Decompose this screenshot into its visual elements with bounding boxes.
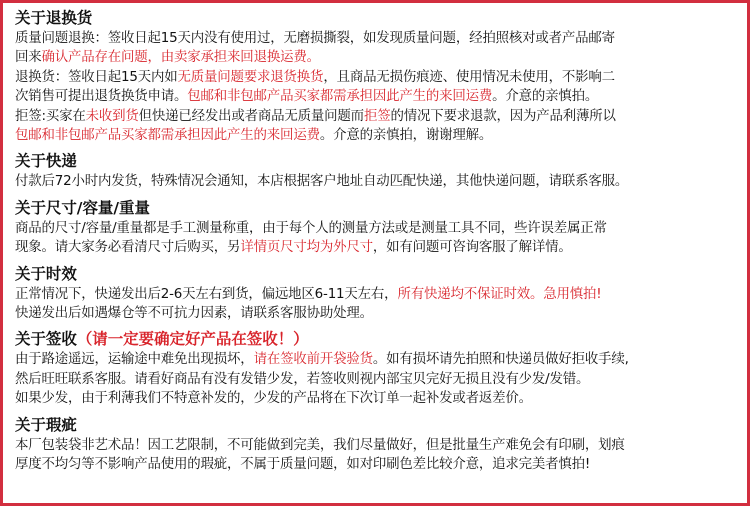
- section-title-sign: 关于签收（请一定要确定好产品在签收！）: [15, 330, 309, 349]
- highlight-text: 详情页尺寸均为外尺寸: [240, 240, 373, 256]
- highlight-text: 未收到货: [85, 108, 139, 124]
- sign-line-2: 然后旺旺联系客服。请看好商品有没有发错少发，若签收则视内部宝贝完好无损且没有少发/发错。: [15, 371, 590, 387]
- section-time: [15, 264, 739, 324]
- section-flaw: [15, 415, 739, 475]
- highlight-text: 无质量问题要求退货换货: [177, 69, 324, 85]
- section-title-express: 关于快递: [15, 152, 77, 171]
- section-title-flaw: 关于瑕疵: [15, 415, 77, 434]
- return-line-6: 包邮和非包邮产品买家都需承担因此产生的来回运费。介意的亲慎拍，谢谢理解。: [15, 128, 493, 144]
- section-sign: [15, 329, 739, 408]
- section-express: [15, 151, 739, 191]
- time-line-1: 正常情况下，快递发出后2-6天左右到货，偏远地区6-11天左右，所有快递均不保证时效。急用慎拍!: [15, 286, 602, 302]
- return-line-4: 次销售可提出退货换货申请。包邮和非包邮产品买家都需承担因此产生的来回运费。介意的亲慎拍。: [15, 89, 599, 105]
- section-title-size: 关于尺寸/容量/重量: [15, 198, 150, 217]
- flaw-line-1: 本厂包装袋非艺术品！因工艺限制，不可能做到完美，我们尽量做好，但是批量生产难免会有印刷，划痕: [15, 437, 625, 453]
- size-line-1: 商品的尺寸/容量/重量都是手工测量称重，由于每个人的测量方法或是测量工具不同，些许误差属正常: [15, 220, 607, 236]
- return-line-3: 退换货：签收日起15天内如无质量问题要求退货换货，且商品无损伤痕迹、使用情况未使用，不影响二: [15, 69, 615, 85]
- highlight-text: 包邮和非包邮产品买家都需承担因此产生的来回运费: [187, 89, 493, 105]
- highlight-text: 请在签收前开袋验货: [253, 352, 373, 368]
- policy-content: [15, 8, 739, 475]
- highlight-text: 确认产品存在问题，由卖家承担来回退换运费。: [41, 50, 320, 66]
- highlight-text: 所有快递均不保证时效。急用慎拍!: [397, 286, 602, 302]
- return-line-1: 质量问题退换：签收日起15天内没有使用过，无磨损撕裂，如发现质量问题，经拍照核对或者产品邮寄: [15, 31, 615, 46]
- sign-line-3: 如果少发，由于利薄我们不特意补发的，少发的产品将在下次订单一起补发或者返差价。: [15, 391, 532, 407]
- highlight-text: 拒签: [363, 108, 391, 124]
- section-title-warning: （请一定要确定好产品在签收！）: [76, 330, 309, 349]
- express-line-1: 付款后72小时内发货，特殊情况会通知，本店根据客户地址自动匹配快递，其他快递问题，请联系客服。: [15, 174, 629, 190]
- return-line-2: 回来确认产品存在问题，由卖家承担来回退换运费。: [15, 50, 320, 66]
- highlight-text: 包邮和非包邮产品买家都需承担因此产生的来回运费: [15, 128, 320, 144]
- section-size: [15, 198, 739, 258]
- section-title-time: 关于时效: [15, 264, 77, 283]
- section-return: [15, 8, 739, 145]
- section-title-return: 关于退换货: [15, 9, 93, 27]
- size-line-2: 现象。请大家务必看清尺寸后购买，另详情页尺寸均为外尺寸，如有问题可咨询客服了解详情。: [15, 240, 572, 256]
- return-line-5: 拒签:买家在未收到货但快递已经发出或者商品无质量问题而拒签的情况下要求退款，因为产品利薄所以: [15, 108, 616, 124]
- time-line-2: 快递发出后如遇爆仓等不可抗力因素，请联系客服协助处理。: [15, 306, 373, 322]
- flaw-line-2: 厚度不均匀等不影响产品使用的瑕疵，不属于质量问题，如对印刷色差比较介意，追求完美者慎拍!: [15, 457, 591, 473]
- sign-line-1: 由于路途遥远，运输途中难免出现损坏，请在签收前开袋验货。如有损坏请先拍照和快递员做好拒收手续,: [15, 352, 629, 368]
